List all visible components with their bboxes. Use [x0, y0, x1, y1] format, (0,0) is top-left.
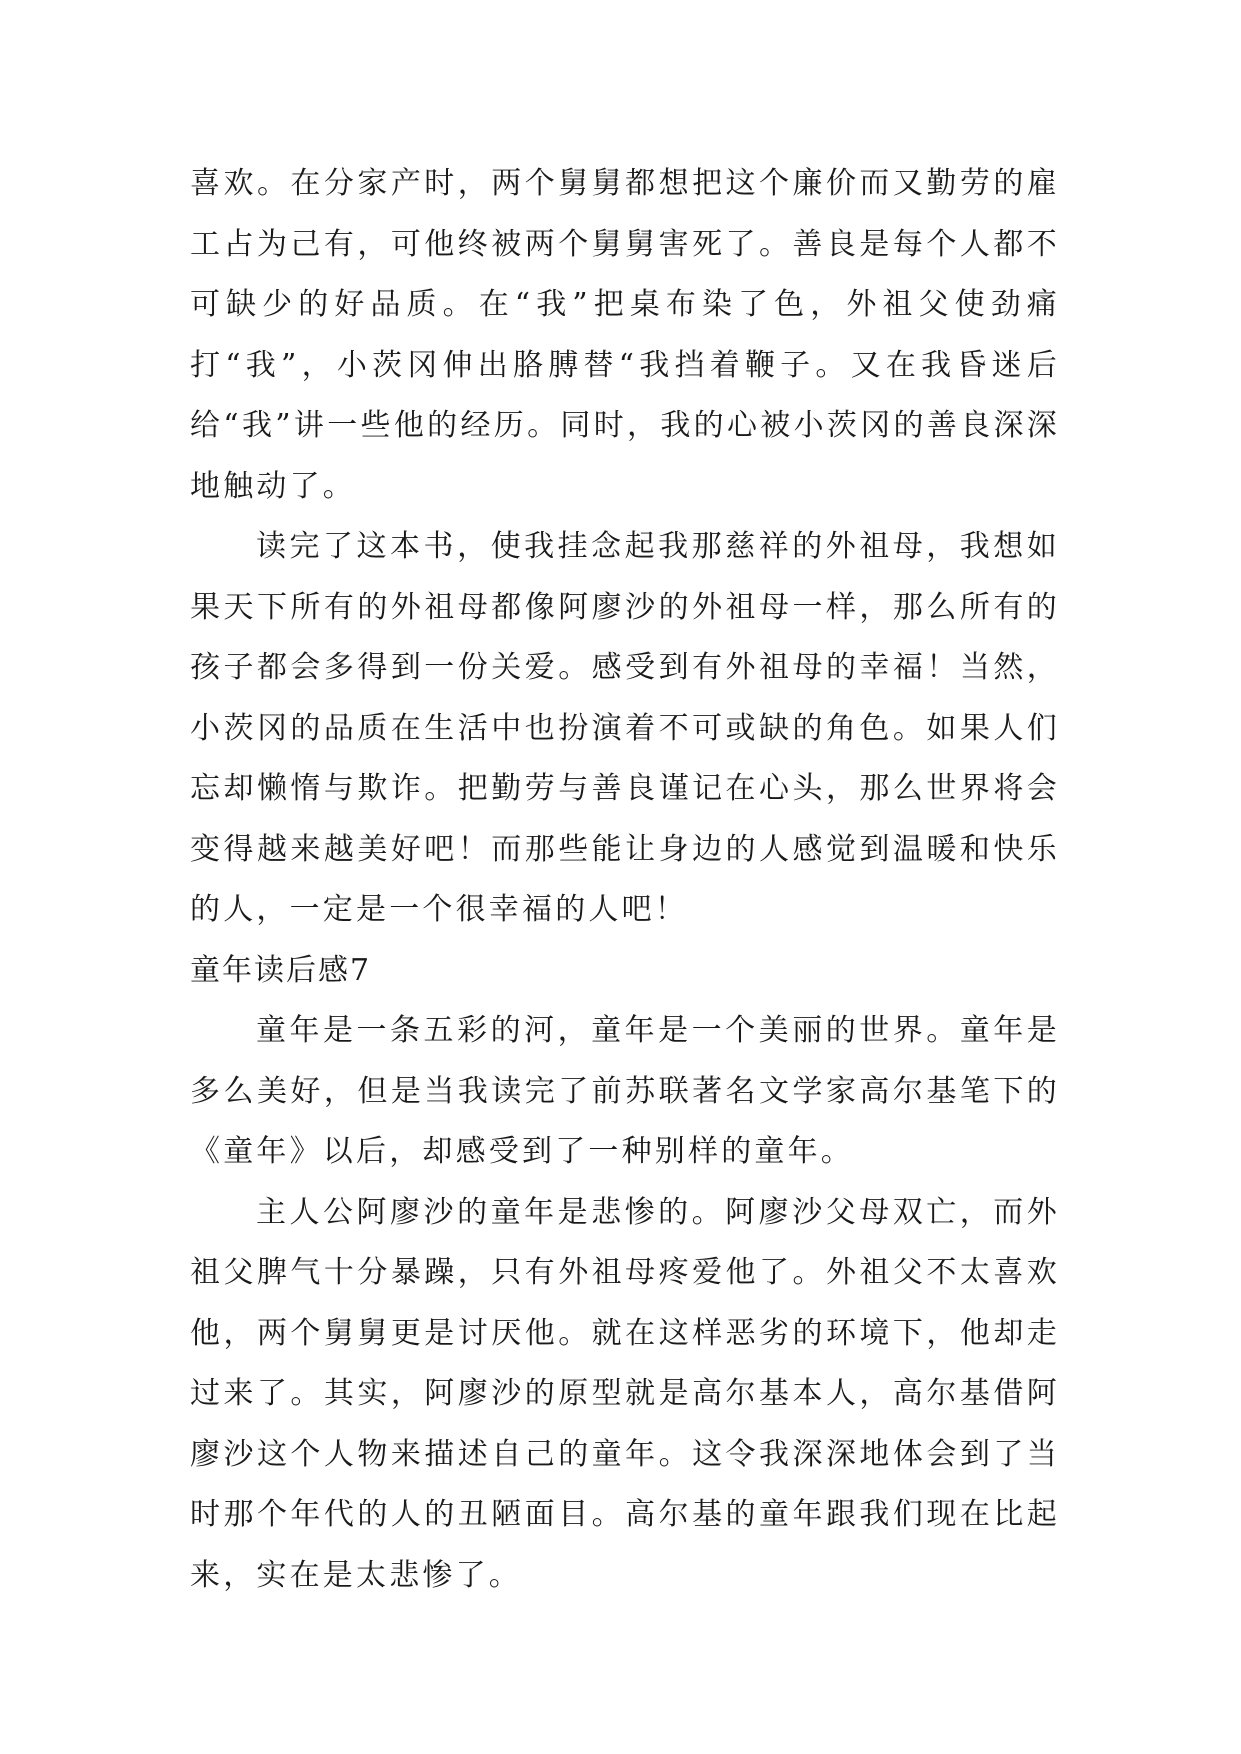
section-heading: 童年读后感7: [190, 952, 372, 988]
body-paragraph: 主人公阿廖沙的童年是悲惨的。阿廖沙父母双亡，而外祖父脾气十分暴躁，只有外祖母疼爱他了。外祖父不太喜欢他，两个舅舅更是讨厌他。就在这样恶劣的环境下，他却走过来了。其实，阿廖沙的原型就是高尔基本人，高尔基借阿廖沙这个人物来描述自己的童年。这令我深深地体会到了当时那个年代的人的丑陋面目。高尔基的童年跟我们现在比起来，实在是太悲惨了。: [190, 1194, 1060, 1593]
body-paragraph: 喜欢。在分家产时，两个舅舅都想把这个廉价而又勤劳的雇工占为己有，可他终被两个舅舅害死了。善良是每个人都不可缺少的好品质。在“我”把桌布染了色，外祖父使劲痛打“我”，小茨冈伸出胳膊替“我挡着鞭子。又在我昏迷后给“我”讲一些他的经历。同时，我的心被小茨冈的善良深深地触动了。: [190, 166, 1060, 504]
body-paragraph: 读完了这本书，使我挂念起我那慈祥的外祖母，我想如果天下所有的外祖母都像阿廖沙的外祖母一样，那么所有的孩子都会多得到一份关爱。感受到有外祖母的幸福！当然，小茨冈的品质在生活中也扮演着不可或缺的角色。如果人们忘却懒惰与欺诈。把勤劳与善良谨记在心头，那么世界将会变得越来越美好吧！而那些能让身边的人感觉到温暖和快乐的人，一定是一个很幸福的人吧！: [190, 529, 1060, 927]
body-paragraph: 童年是一条五彩的河，童年是一个美丽的世界。童年是多么美好，但是当我读完了前苏联著名文学家高尔基笔下的《童年》以后，却感受到了一种别样的童年。: [190, 1013, 1060, 1169]
document-body: [190, 154, 1060, 1606]
